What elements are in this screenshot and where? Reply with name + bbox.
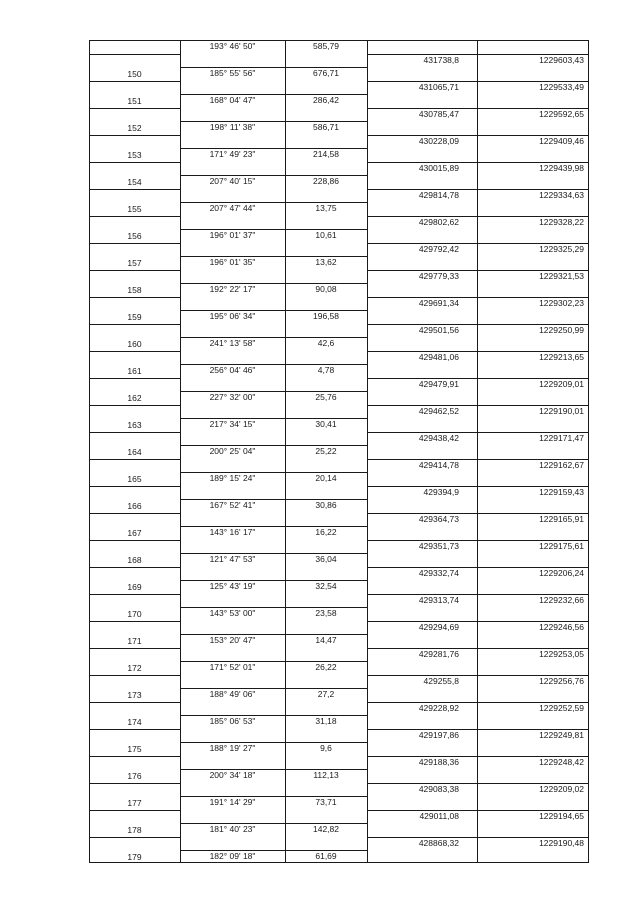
x-coordinate: 429011,08 — [419, 810, 459, 821]
y-coordinate: 1229194,65 — [539, 810, 584, 821]
point-row-line — [89, 216, 180, 217]
x-coordinate: 429814,78 — [418, 189, 459, 200]
point-number: 160 — [127, 338, 142, 349]
segment-angle: 182° 09' 18" — [209, 851, 256, 861]
point-number: 150 — [127, 68, 142, 79]
y-coordinate: 1229171,47 — [539, 432, 584, 443]
segment-length: 112,13 — [313, 770, 339, 780]
point-number: 170 — [127, 608, 142, 619]
point-row-line — [89, 837, 180, 838]
segment-length: 142,82 — [313, 824, 339, 834]
segment-angle: 217° 34' 15" — [209, 419, 256, 429]
y-coordinate: 1229334,63 — [539, 189, 584, 200]
point-row-line — [89, 324, 180, 325]
segment-length: 4,78 — [317, 365, 335, 375]
y-coordinate: 1229321,53 — [539, 270, 584, 281]
segment-length: 23,58 — [315, 608, 337, 618]
segment-length: 585,79 — [313, 41, 339, 51]
segment-angle: 196° 01' 37" — [209, 230, 256, 240]
segment-angle: 207° 47' 44" — [209, 203, 256, 213]
segment-angle: 171° 52' 01" — [209, 662, 256, 672]
point-row-line — [89, 189, 180, 190]
y-coordinate: 1229533,49 — [539, 81, 584, 92]
y-coordinate: 1229213,65 — [539, 351, 584, 362]
point-row-line — [89, 702, 180, 703]
x-coordinate: 430015,89 — [418, 162, 459, 173]
point-row-line — [89, 405, 180, 406]
segment-angle: 189° 15' 24" — [209, 473, 256, 483]
x-coordinate: 429501,56 — [418, 324, 459, 335]
segment-angle: 192° 22' 17" — [209, 284, 256, 294]
point-number: 162 — [127, 392, 142, 403]
segment-angle: 121° 47' 53" — [209, 554, 256, 564]
y-coordinate: 1229592,65 — [539, 108, 584, 119]
x-coordinate: 429188,36 — [418, 756, 459, 767]
segment-angle: 196° 01' 35" — [209, 257, 256, 267]
point-number: 155 — [127, 203, 142, 214]
x-coordinate: 429197,86 — [418, 729, 459, 740]
y-coordinate: 1229603,43 — [539, 54, 584, 65]
y-coordinate: 1229325,29 — [539, 243, 584, 254]
point-row-line — [89, 783, 180, 784]
segment-angle: 198° 11' 38" — [209, 122, 256, 132]
segment-angle: 185° 06' 53" — [209, 716, 256, 726]
x-coordinate: 429792,42 — [418, 243, 459, 254]
x-coordinate: 429255,8 — [423, 675, 459, 686]
point-number: 179 — [127, 851, 142, 862]
table-border-bottom — [89, 862, 589, 863]
x-coordinate: 430785,47 — [418, 108, 459, 119]
y-coordinate: 1229248,42 — [539, 756, 584, 767]
x-coordinate: 431065,71 — [418, 81, 459, 92]
segment-angle: 200° 25' 04" — [209, 446, 256, 456]
segment-angle: 168° 04' 47" — [209, 95, 256, 105]
segment-angle: 167° 52' 41" — [209, 500, 256, 510]
segment-length: 90,08 — [315, 284, 337, 294]
y-coordinate: 1229190,48 — [539, 837, 584, 848]
segment-angle: 227° 32' 00" — [209, 392, 256, 402]
y-coordinate: 1229253,05 — [539, 648, 584, 659]
y-coordinate: 1229232,66 — [539, 594, 584, 605]
segment-length: 20,14 — [315, 473, 337, 483]
segment-length: 9,6 — [320, 743, 332, 753]
x-coordinate: 429438,42 — [418, 432, 459, 443]
point-row-line — [89, 486, 180, 487]
segment-length: 61,69 — [315, 851, 337, 861]
segment-length: 228,86 — [313, 176, 339, 186]
point-number: 159 — [127, 311, 142, 322]
point-number: 177 — [127, 797, 142, 808]
point-number: 156 — [127, 230, 142, 241]
segment-angle: 191° 14' 29" — [209, 797, 256, 807]
segment-angle: 153° 20' 47" — [209, 635, 256, 645]
point-number: 163 — [127, 419, 142, 430]
point-number: 153 — [127, 149, 142, 160]
point-number: 161 — [127, 365, 142, 376]
x-coordinate: 429414,78 — [418, 459, 459, 470]
point-number: 168 — [127, 554, 142, 565]
point-row-line — [89, 540, 180, 541]
x-coordinate: 429779,33 — [418, 270, 459, 281]
x-coordinate: 429394,9 — [423, 486, 459, 497]
segment-angle: 188° 49' 06" — [209, 689, 256, 699]
point-number: 174 — [127, 716, 142, 727]
point-row-line — [89, 810, 180, 811]
segment-angle: 171° 49' 23" — [209, 149, 256, 159]
point-row-line — [89, 243, 180, 244]
x-coordinate: 429083,38 — [418, 783, 459, 794]
segment-angle: 200° 34' 18" — [209, 770, 256, 780]
point-row-line — [89, 729, 180, 730]
point-number: 171 — [127, 635, 142, 646]
point-number: 167 — [127, 527, 142, 538]
point-number: 172 — [127, 662, 142, 673]
segment-angle: 256° 04' 46" — [209, 365, 256, 375]
point-number: 175 — [127, 743, 142, 754]
segment-length: 586,71 — [313, 122, 339, 132]
point-row-line — [89, 648, 180, 649]
point-row-line — [89, 108, 180, 109]
point-number: 154 — [127, 176, 142, 187]
point-row-line — [89, 81, 180, 82]
segment-length: 676,71 — [313, 68, 339, 78]
point-row-line — [89, 621, 180, 622]
y-coordinate: 1229302,23 — [539, 297, 584, 308]
x-coordinate: 429294,69 — [418, 621, 459, 632]
y-coordinate: 1229190,01 — [539, 405, 584, 416]
segment-length: 30,86 — [315, 500, 337, 510]
x-coordinate: 429802,62 — [418, 216, 459, 227]
y-coordinate: 1229165,91 — [539, 513, 584, 524]
x-coordinate: 429332,74 — [418, 567, 459, 578]
x-coordinate: 429481,06 — [418, 351, 459, 362]
x-coordinate: 429228,92 — [418, 702, 459, 713]
point-number: 173 — [127, 689, 142, 700]
segment-angle: 207° 40' 15" — [209, 176, 256, 186]
y-coordinate: 1229175,61 — [539, 540, 584, 551]
point-number: 165 — [127, 473, 142, 484]
point-row-line — [89, 756, 180, 757]
segment-angle: 181° 40' 23" — [209, 824, 256, 834]
point-row-line — [89, 594, 180, 595]
segment-length: 42,6 — [317, 338, 335, 348]
y-coordinate: 1229256,76 — [539, 675, 584, 686]
point-row-line — [89, 270, 180, 271]
segment-length: 25,76 — [315, 392, 337, 402]
point-row-line — [89, 162, 180, 163]
y-coordinate: 1229159,43 — [539, 486, 584, 497]
y-coordinate: 1229209,02 — [539, 783, 584, 794]
segment-length: 13,75 — [315, 203, 337, 213]
y-coordinate: 1229206,24 — [539, 567, 584, 578]
segment-length: 13,62 — [315, 257, 337, 267]
x-coordinate: 431738,8 — [423, 54, 459, 65]
point-row-line — [89, 567, 180, 568]
point-row-line — [89, 378, 180, 379]
y-coordinate: 1229250,99 — [539, 324, 584, 335]
y-coordinate: 1229409,46 — [539, 135, 584, 146]
y-coordinate: 1229328,22 — [539, 216, 584, 227]
x-coordinate: 429691,34 — [418, 297, 459, 308]
segment-angle: 143° 16' 17" — [209, 527, 256, 537]
segment-length: 14,47 — [315, 635, 337, 645]
point-number: 152 — [127, 122, 142, 133]
x-coordinate: 430228,09 — [418, 135, 459, 146]
segment-length: 73,71 — [315, 797, 337, 807]
x-coordinate: 429479,91 — [418, 378, 459, 389]
y-coordinate: 1229439,98 — [539, 162, 584, 173]
point-row-line — [89, 351, 180, 352]
point-row-line — [89, 54, 180, 55]
segment-length: 25,22 — [315, 446, 337, 456]
segment-angle: 125° 43' 19" — [209, 581, 256, 591]
point-row-line — [89, 513, 180, 514]
point-row-line — [89, 459, 180, 460]
point-number: 169 — [127, 581, 142, 592]
segment-length: 32,54 — [315, 581, 337, 591]
segment-length: 16,22 — [315, 527, 337, 537]
point-row-line — [89, 675, 180, 676]
x-coordinate: 429462,52 — [418, 405, 459, 416]
segment-angle: 193° 46' 50" — [209, 41, 256, 51]
segment-angle: 195° 06' 34" — [209, 311, 256, 321]
segment-angle: 143° 53' 00" — [209, 608, 256, 618]
segment-angle: 241° 13' 58" — [209, 338, 256, 348]
point-number: 164 — [127, 446, 142, 457]
point-number: 178 — [127, 824, 142, 835]
x-coordinate: 429313,74 — [418, 594, 459, 605]
segment-length: 36,04 — [315, 554, 337, 564]
segment-length: 10,61 — [315, 230, 337, 240]
point-row-line — [89, 135, 180, 136]
point-number: 151 — [127, 95, 142, 106]
segment-length: 27,2 — [317, 689, 335, 699]
point-number: 158 — [127, 284, 142, 295]
point-number: 176 — [127, 770, 142, 781]
y-coordinate: 1229252,59 — [539, 702, 584, 713]
column-border — [588, 40, 589, 862]
segment-length: 30,41 — [315, 419, 337, 429]
y-coordinate: 1229246,56 — [539, 621, 584, 632]
x-coordinate: 429281,76 — [418, 648, 459, 659]
x-coordinate: 428868,32 — [418, 837, 459, 848]
x-coordinate: 429364,73 — [418, 513, 459, 524]
y-coordinate: 1229249,81 — [539, 729, 584, 740]
x-coordinate: 429351,73 — [418, 540, 459, 551]
y-coordinate: 1229209,01 — [539, 378, 584, 389]
point-number: 166 — [127, 500, 142, 511]
segment-angle: 188° 19' 27" — [209, 743, 256, 753]
point-row-line — [89, 432, 180, 433]
segment-length: 31,18 — [315, 716, 337, 726]
segment-length: 214,58 — [313, 149, 339, 159]
point-row-line — [89, 297, 180, 298]
segment-length: 286,42 — [313, 95, 339, 105]
point-number: 157 — [127, 257, 142, 268]
y-coordinate: 1229162,67 — [539, 459, 584, 470]
segment-length: 26,22 — [315, 662, 337, 672]
segment-length: 196,58 — [313, 311, 339, 321]
segment-angle: 185° 55' 56" — [209, 68, 256, 78]
